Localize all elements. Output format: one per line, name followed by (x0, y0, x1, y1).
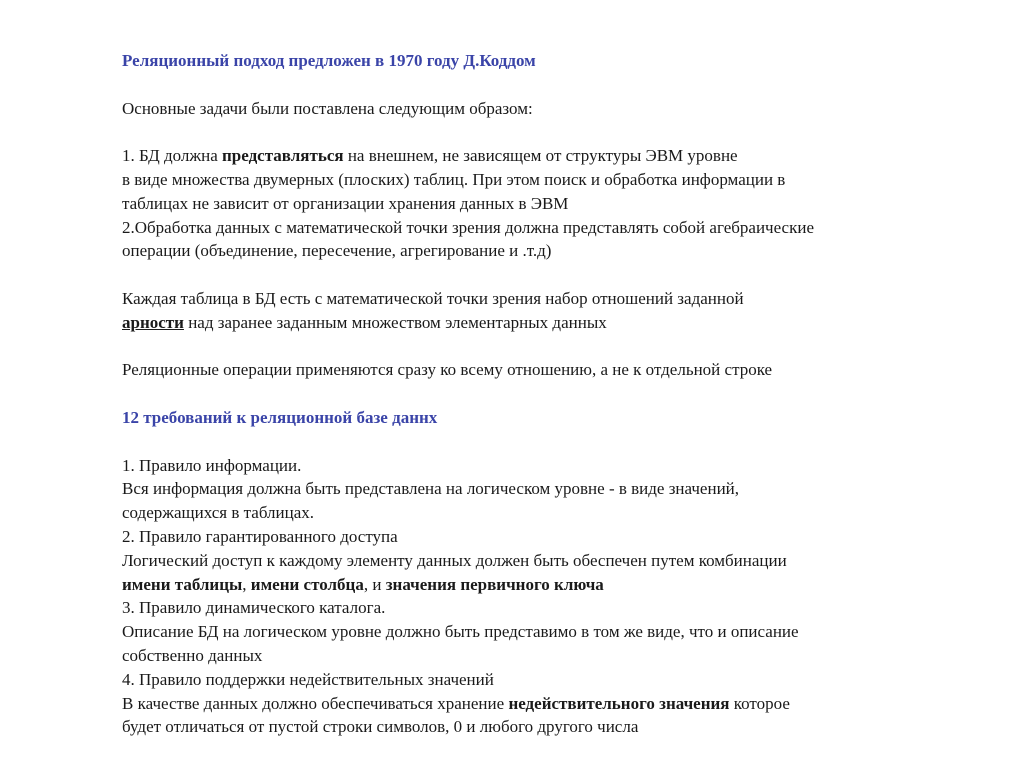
task-2-line-1: 2.Обработка данных с математической точки зрения должна представлять собой агебраические (122, 217, 815, 237)
spacer (122, 335, 1002, 359)
spacer (122, 430, 1002, 454)
relational-ops-text: Реляционные операции применяются сразу ко всему отношению, а не к отдельной строке (122, 360, 773, 380)
spacer (122, 382, 1002, 406)
task-1-bold-term: представляться (222, 146, 344, 166)
task-1-line-1 (122, 144, 1002, 168)
rule-3-title: 3. Правило динамического каталога. (122, 598, 386, 618)
task-1-text-c: на внешнем, не зависящем от структуры ЭВМ уровне (343, 146, 738, 166)
task-1-line-2: в виде множества двумерных (плоских) таблиц. При этом поиск и обработка информации в (122, 169, 786, 189)
rule-4-line-2: будет отличаться от пустой строки символов, 0 и любого другого числа (122, 717, 639, 737)
rule-4-line-1 (122, 692, 1002, 716)
intro-text: Основные задачи были поставлена следующим образом: (122, 98, 533, 118)
rule-4-text-a: В качестве данных должно обеспечиваться хранение (122, 693, 509, 713)
document-page (122, 49, 1002, 739)
spacer (122, 73, 1002, 97)
arity-term: арности (122, 312, 184, 332)
rule-3-line-1: Описание БД на логическом уровне должно быть представимо в том же виде, что и описание (122, 622, 799, 642)
rule-2-line-2 (122, 573, 1002, 597)
rule-2-line-1: Логический доступ к каждому элементу данных должен быть обеспечен путем комбинации (122, 550, 787, 570)
rule-2-sep-1: , (242, 574, 251, 594)
rule-1-line-1: Вся информация должна быть представлена на логическом уровне - в виде значений, (122, 479, 740, 499)
rule-4-title: 4. Правило поддержки недействительных значений (122, 669, 494, 689)
heading-relational-approach: Реляционный подход предложен в 1970 году Д.Коддом (122, 51, 536, 70)
rule-2-title: 2. Правило гарантированного доступа (122, 526, 398, 546)
rule-1-title: 1. Правило информации. (122, 455, 302, 475)
table-def-line-1: Каждая таблица в БД есть с математической точки зрения набор отношений заданной (122, 288, 744, 308)
heading-12-requirements: 12 требований к реляционной базе даннх (122, 407, 438, 427)
task-1-line-3: таблицах не зависит от организации хранения данных в ЭВМ (122, 193, 569, 213)
task-1-text-a: 1. БД должна (122, 146, 223, 166)
task-2-line-2: операции (объединение, пересечение, агрегирование и .т.д) (122, 241, 552, 261)
rule-2-sep-2: , и (363, 574, 386, 594)
spacer (122, 120, 1002, 144)
column-name-term: имени столбца (250, 574, 364, 594)
invalid-value-term: недействительного значения (508, 693, 730, 713)
rule-3-line-2: собственно данных (122, 645, 263, 665)
rule-4-text-c: которое (729, 693, 790, 713)
rule-1-line-2: содержащихся в таблицах. (122, 503, 315, 523)
spacer (122, 263, 1002, 287)
primary-key-term: значения первичного ключа (385, 574, 604, 594)
table-name-term: имени таблицы (122, 574, 243, 594)
table-def-text-b: над заранее заданным множеством элементарных данных (183, 312, 607, 332)
table-def-line-2 (122, 311, 1002, 335)
